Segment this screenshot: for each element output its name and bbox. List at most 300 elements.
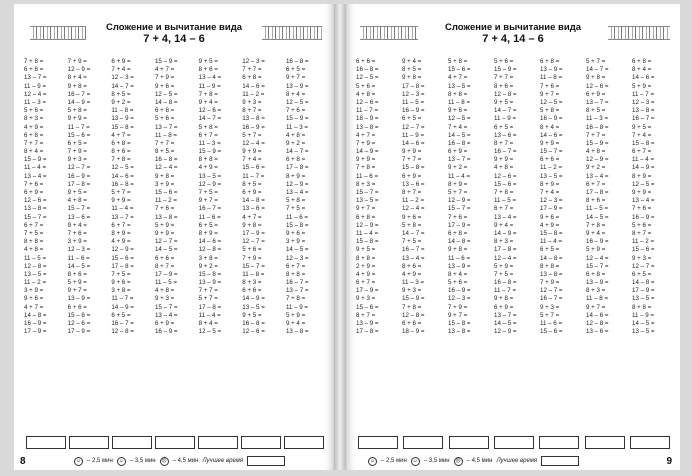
math-problem: 8 + 4 = [24, 148, 44, 156]
math-problem: 12 – 8 = [24, 262, 47, 270]
math-problem: 6 + 6 = [356, 58, 376, 65]
math-problem: 12 – 7 = [242, 238, 265, 246]
math-problem: 6 + 8 = [24, 131, 44, 139]
math-problem: 9 + 6 = [540, 213, 560, 221]
math-problem: 8 + 7 = [154, 262, 175, 270]
time-entry-box[interactable] [539, 436, 579, 449]
math-problem: 11 – 5 = [494, 197, 517, 205]
math-problem: 14 – 7 = [586, 66, 609, 74]
math-problem: 8 + 5 = [242, 180, 262, 188]
math-problem: 17 – 9 = [356, 287, 379, 295]
math-problem: 7 + 7 = [586, 131, 606, 139]
math-problem: 8 + 4 = [198, 320, 218, 327]
time-entry-box[interactable] [585, 436, 625, 449]
math-problem: 7 + 5 = [402, 238, 422, 246]
math-problem: 9 + 6 = [24, 295, 44, 303]
math-problem: 7 + 9 = [67, 148, 87, 156]
math-problem: 4 + 8 = [285, 131, 306, 139]
math-problem: 11 – 3 = [586, 115, 609, 123]
math-problem: 7 + 9 = [448, 303, 468, 311]
math-problem: 3 + 9 = [24, 287, 44, 295]
math-problem: 8 + 6 = [586, 197, 606, 205]
math-problem: 8 + 5 = [154, 148, 175, 156]
math-problem: 7 + 8 = [494, 189, 514, 196]
best-time-box[interactable] [541, 456, 579, 466]
problem-column [242, 58, 282, 428]
math-problem: 6 + 9 = [586, 90, 606, 98]
math-problem: 5 + 9 = [494, 262, 514, 270]
time-boxes-row [26, 436, 324, 458]
math-problem: 15 – 7 = [448, 205, 471, 213]
math-problem: 12 – 7 = [67, 164, 91, 172]
math-problem: 6 + 5 = [285, 66, 306, 74]
problem-column [540, 58, 580, 428]
math-problem: 15 – 8 = [111, 123, 134, 131]
math-problem: 13 – 4 = [402, 254, 425, 262]
math-problem: 8 + 8 = [356, 254, 376, 262]
math-problem: 12 – 6 = [494, 172, 517, 180]
time-entry-box[interactable] [198, 436, 238, 449]
page-subtitle: 7 + 4, 14 – 6 [482, 33, 544, 45]
math-problem: 14 – 5 = [632, 320, 655, 327]
math-problem: 11 – 9 = [285, 303, 309, 311]
math-problem: 7 + 4 = [111, 66, 131, 74]
math-problem: 9 + 6 = [448, 107, 468, 115]
left-header [14, 22, 334, 56]
time-legend [368, 456, 579, 466]
math-problem: 9 + 4 = [67, 221, 87, 229]
math-problem: 12 – 6 = [24, 197, 47, 205]
time-entry-box[interactable] [26, 436, 66, 449]
math-problem: 11 – 8 = [242, 270, 265, 278]
math-problem: 6 + 5 = [494, 123, 514, 131]
math-problem: 14 – 5 = [494, 320, 517, 327]
math-problem: 13 – 4 = [285, 189, 309, 196]
math-problem: 14 – 6 = [540, 131, 563, 139]
math-problem: 11 – 2 = [632, 238, 655, 246]
math-problem: 4 + 8 = [586, 148, 606, 156]
math-problem: 17 – 8 = [285, 164, 309, 172]
smile-icon: ☺ [369, 457, 376, 464]
math-problem: 9 + 3 = [356, 295, 376, 303]
math-problem: 17 – 9 = [24, 328, 47, 336]
math-problem: 9 + 4 = [586, 229, 606, 237]
page-number: 9 [666, 456, 672, 467]
math-problem: 17 – 9 = [448, 221, 471, 229]
math-problem: 7 + 9 = [540, 279, 560, 287]
math-problem: 8 + 7 = [632, 229, 652, 237]
math-problem: 17 – 9 = [632, 287, 655, 295]
math-problem: 7 + 6 = [67, 229, 87, 237]
time-entry-box[interactable] [241, 436, 281, 449]
math-problem: 12 – 8 = [198, 246, 222, 254]
math-problem: 11 – 2 = [242, 90, 265, 98]
math-problem: 9 + 5 = [356, 246, 376, 254]
math-problem: 13 – 9 = [67, 295, 91, 303]
math-problem: 12 – 9 = [198, 180, 222, 188]
math-problem: 4 + 7 = [356, 131, 376, 139]
math-problem: 9 + 3 = [242, 98, 262, 106]
math-problem: 16 – 8 = [111, 180, 134, 188]
math-problem: 16 – 8 = [154, 156, 178, 164]
math-problem: 13 – 4 = [586, 172, 609, 180]
problem-column [448, 58, 488, 428]
math-problem: 5 + 8 = [540, 107, 560, 115]
math-problem: 5 + 9 = [586, 246, 606, 254]
math-problem: 11 – 2 = [402, 197, 425, 205]
math-problem: 15 – 9 = [285, 115, 309, 123]
math-problem: 13 – 5 = [198, 172, 222, 180]
math-problem: 9 + 9 = [242, 148, 262, 156]
math-problem: 6 + 8 = [632, 58, 652, 65]
math-problem: 6 + 5 = [540, 246, 560, 254]
math-problem: 15 – 7 = [24, 213, 47, 221]
math-problem: 4 + 7 = [24, 303, 44, 311]
problem-column [632, 58, 672, 428]
math-problem: 6 + 5 = [67, 139, 87, 147]
math-problem: 15 – 9 = [402, 295, 425, 303]
legend-time-1: – 2,5 мин [87, 458, 113, 464]
math-problem: 15 – 8 = [285, 221, 309, 229]
math-problem: 8 + 7 = [242, 107, 262, 115]
legend-time-1: – 2,5 мин [381, 458, 407, 464]
math-problem: 4 + 9 = [24, 123, 44, 131]
math-problem: 13 – 5 = [356, 197, 379, 205]
math-problem: 6 + 9 = [402, 172, 422, 180]
legend-best-time: Лучшее время [202, 458, 244, 464]
math-problem: 7 + 5 = [285, 205, 306, 213]
math-problem: 7 + 6 = [632, 205, 652, 213]
math-problem: 12 – 9 = [448, 197, 471, 205]
math-problem: 12 – 3 = [448, 295, 471, 303]
math-problem: 7 + 8 = [356, 164, 376, 172]
math-problem: 15 – 6 = [448, 66, 471, 74]
smile-icon: ☺ [75, 457, 82, 464]
book-spine [334, 4, 346, 470]
math-problem: 12 – 3 = [632, 98, 655, 106]
math-problem: 9 + 3 = [402, 287, 422, 295]
math-problem: 11 – 8 = [540, 74, 563, 82]
math-problem: 17 – 8 = [402, 82, 425, 90]
problem-column [199, 58, 239, 428]
math-problem: 12 – 5 = [356, 74, 379, 82]
math-problem: 7 + 6 = [24, 180, 44, 188]
math-problem: 8 + 6 = [402, 262, 422, 270]
math-problem: 9 + 7 = [540, 90, 560, 98]
math-problem: 4 + 7 = [242, 213, 262, 221]
math-problem: 9 + 6 = [285, 229, 306, 237]
math-problem: 9 + 2 = [285, 139, 306, 147]
math-problem: 9 + 4 = [402, 58, 422, 65]
math-problem: 12 – 5 = [285, 98, 309, 106]
legend-time-3: – 4,5 мин [172, 458, 199, 464]
math-problem: 17 – 9 = [154, 270, 178, 278]
problem-column [68, 58, 108, 428]
math-problem: 7 + 9 = [67, 58, 87, 65]
math-problem: 11 – 4 = [198, 311, 221, 319]
math-problem: 15 – 6 = [494, 180, 517, 188]
best-time-box[interactable] [247, 456, 285, 466]
math-problem: 11 – 9 = [632, 311, 655, 319]
math-problem: 5 + 6 = [448, 279, 468, 287]
math-problem: 12 – 3 = [540, 197, 563, 205]
time-entry-box[interactable] [155, 436, 195, 449]
math-problem: 12 – 8 = [402, 311, 425, 319]
math-problem: 15 – 6 = [154, 189, 178, 196]
math-problem: 11 – 8 = [448, 98, 471, 106]
math-problem: 6 + 6 = [24, 66, 44, 74]
time-entry-box[interactable] [69, 436, 109, 449]
math-problem: 8 + 3 = [494, 238, 514, 246]
time-entry-box[interactable] [630, 436, 670, 449]
math-problem: 8 + 8 = [24, 238, 44, 246]
math-problem: 16 – 7 = [198, 205, 222, 213]
math-problem: 11 – 5 = [154, 279, 178, 287]
time-entry-box[interactable] [403, 436, 443, 449]
math-problem: 9 + 8 = [494, 295, 514, 303]
math-problem: 6 + 7 = [356, 279, 376, 287]
math-problem: 11 – 9 = [198, 82, 221, 90]
math-problem: 6 + 9 = [24, 189, 44, 196]
math-problem: 8 + 6 = [198, 66, 218, 74]
math-problem: 12 – 3 = [285, 254, 309, 262]
math-problem: 4 + 9 = [402, 270, 422, 278]
math-problem: 16 – 7 = [402, 246, 425, 254]
math-problem: 6 + 5 = [111, 311, 131, 319]
math-problem: 16 – 9 = [24, 320, 47, 327]
math-problem: 13 – 7 = [111, 213, 134, 221]
math-problem: 6 + 8 = [285, 156, 306, 164]
math-problem: 4 + 8 = [154, 287, 175, 295]
math-problem: 16 – 9 = [540, 115, 563, 123]
math-problem: 13 – 8 = [154, 213, 178, 221]
legend-best-time: Лучшее время [496, 458, 538, 464]
math-problem: 7 + 7 = [198, 287, 218, 295]
math-problem: 12 – 8 = [586, 320, 609, 327]
math-problem: 11 – 6 = [67, 254, 90, 262]
math-problem: 14 – 7 = [198, 115, 222, 123]
page-title: Сложение и вычитание вида [444, 22, 582, 33]
math-problem: 9 + 7 = [67, 287, 87, 295]
math-problem: 13 – 5 = [632, 295, 655, 303]
math-problem: 11 – 3 = [285, 123, 309, 131]
math-problem: 14 – 8 = [632, 279, 655, 287]
problem-column [155, 58, 195, 428]
math-problem: 14 – 5 = [448, 131, 471, 139]
math-problem: 12 – 4 = [154, 164, 178, 172]
math-problem: 9 + 5 = [67, 189, 87, 196]
math-problem: 9 + 9 = [494, 156, 514, 164]
sad-face-icon: ☹ [161, 457, 167, 464]
math-problem: 9 + 4 = [285, 320, 306, 327]
math-problem: 5 + 7 = [540, 311, 560, 319]
math-problem: 11 – 7 = [242, 172, 265, 180]
math-problem: 6 + 7 = [285, 262, 306, 270]
math-problem: 16 – 8 = [586, 123, 609, 131]
math-problem: 5 + 6 = [494, 58, 514, 65]
math-problem: 9 + 2 = [448, 164, 468, 172]
math-problem: 13 – 6 = [586, 328, 609, 336]
math-problem: 14 – 6 = [242, 82, 265, 90]
math-problem: 12 – 6 = [242, 328, 265, 336]
math-problem: 16 – 7 = [494, 148, 517, 156]
math-problem: 13 – 6 = [67, 213, 91, 221]
math-problem: 11 – 8 = [111, 107, 134, 115]
math-problem: 7 + 5 = [24, 229, 44, 237]
math-problem: 16 – 7 = [111, 320, 134, 327]
time-entry-box[interactable] [112, 436, 152, 449]
math-problem: 15 – 8 = [356, 238, 379, 246]
problem-column [24, 58, 64, 428]
math-problem: 9 + 3 = [67, 156, 87, 164]
math-problem: 11 – 7 = [111, 295, 134, 303]
time-boxes-row [358, 436, 670, 458]
math-problem: 17 – 8 = [111, 262, 134, 270]
math-problem: 15 – 6 = [632, 246, 655, 254]
math-problem: 12 – 8 = [111, 328, 134, 336]
math-problem: 7 + 9 = [356, 139, 376, 147]
math-problem: 8 + 4 = [448, 270, 468, 278]
math-problem: 13 – 8 = [540, 270, 563, 278]
problem-grid [24, 58, 326, 428]
time-entry-box[interactable] [284, 436, 324, 449]
math-problem: 13 – 4 = [24, 172, 47, 180]
math-problem: 7 + 7 = [154, 139, 175, 147]
math-problem: 15 – 8 = [67, 311, 91, 319]
math-problem: 13 – 5 = [632, 328, 655, 336]
math-problem: 16 – 9 = [67, 172, 91, 180]
math-problem: 13 – 7 = [494, 311, 517, 319]
math-problem: 7 + 8 = [285, 295, 306, 303]
math-problem: 7 + 6 = [154, 205, 175, 213]
math-problem: 4 + 9 = [540, 221, 560, 229]
math-problem: 12 – 9 = [586, 156, 609, 164]
math-problem: 9 + 6 = [402, 213, 422, 221]
math-problem: 17 – 9 = [242, 229, 265, 237]
math-problem: 11 – 3 = [198, 139, 221, 147]
math-problem: 16 – 9 = [448, 287, 471, 295]
legend-time-2: – 3,5 мин [129, 458, 156, 464]
math-problem: 11 – 4 = [111, 205, 134, 213]
math-problem: 13 – 4 = [494, 213, 517, 221]
math-problem: 9 + 7 = [285, 74, 306, 82]
problem-column [356, 58, 396, 428]
math-problem: 12 – 6 = [198, 107, 222, 115]
math-problem: 7 + 6 = [540, 82, 560, 90]
math-problem: 5 + 8 = [198, 123, 218, 131]
problem-grid [356, 58, 672, 428]
math-problem: 11 – 2 = [24, 279, 47, 287]
math-problem: 6 + 6 = [242, 287, 262, 295]
math-problem: 14 – 5 = [285, 246, 309, 254]
math-problem: 14 – 9 = [494, 229, 517, 237]
math-problem: 11 – 4 = [540, 238, 563, 246]
math-problem: 9 + 8 = [242, 221, 262, 229]
neutral-face-icon: ☺ [118, 457, 124, 464]
math-problem: 12 – 4 = [242, 139, 265, 147]
math-problem: 14 – 9 = [632, 164, 655, 172]
math-problem: 7 + 8 = [198, 90, 218, 98]
math-problem: 13 – 8 = [242, 115, 265, 123]
time-entry-box[interactable] [494, 436, 534, 449]
problem-column [402, 58, 442, 428]
math-problem: 15 – 7 = [154, 303, 178, 311]
math-problem: 12 – 5 = [540, 98, 563, 106]
math-problem: 14 – 5 = [154, 246, 178, 254]
page-number: 8 [20, 456, 26, 467]
math-problem: 8 + 3 = [586, 287, 606, 295]
math-problem: 8 + 4 = [285, 90, 306, 98]
math-problem: 16 – 9 = [586, 238, 609, 246]
math-problem: 8 + 5 = [402, 66, 422, 74]
math-problem: 14 – 9 = [242, 295, 265, 303]
math-problem: 11 – 6 = [198, 213, 221, 221]
math-problem: 9 + 8 = [586, 74, 606, 82]
math-problem: 5 + 9 = [67, 279, 87, 287]
math-problem: 3 + 8 = [198, 254, 218, 262]
math-problem: 5 + 8 = [448, 58, 468, 65]
math-problem: 9 + 5 = [242, 311, 262, 319]
math-problem: 14 – 9 = [67, 98, 91, 106]
time-entry-box[interactable] [358, 436, 398, 449]
math-problem: 14 – 9 = [111, 303, 134, 311]
math-problem: 12 – 5 = [448, 115, 471, 123]
math-problem: 9 + 4 = [198, 98, 218, 106]
math-problem: 14 – 6 = [198, 238, 222, 246]
math-problem: 9 + 9 = [356, 156, 376, 164]
math-problem: 4 + 8 = [494, 164, 514, 172]
math-problem: 3 + 9 = [67, 238, 87, 246]
math-problem: 14 – 7 = [402, 229, 425, 237]
math-problem: 9 + 7 = [448, 311, 468, 319]
left-page [14, 4, 334, 470]
math-problem: 12 – 5 = [198, 328, 222, 336]
math-problem: 9 + 7 = [198, 197, 218, 205]
math-problem: 6 + 9 = [494, 303, 514, 311]
math-problem: 4 + 8 = [24, 246, 44, 254]
page-subtitle: 7 + 4, 14 – 6 [143, 33, 205, 45]
math-problem: 11 – 9 = [24, 82, 47, 90]
time-entry-box[interactable] [449, 436, 489, 449]
math-problem: 17 – 9 = [540, 205, 563, 213]
math-problem: 7 + 7 = [242, 66, 262, 74]
math-problem: 14 – 7 = [111, 82, 134, 90]
math-problem: 16 – 8 = [448, 139, 471, 147]
math-problem: 6 + 9 = [154, 320, 175, 327]
math-problem: 12 – 7 = [632, 262, 655, 270]
math-problem: 16 – 8 = [494, 279, 517, 287]
math-problem: 6 + 9 = [448, 148, 468, 156]
math-problem: 15 – 7 = [540, 148, 563, 156]
math-problem: 16 – 9 = [242, 123, 265, 131]
math-problem: 11 – 4 = [632, 156, 655, 164]
math-problem: 7 + 5 = [494, 270, 514, 278]
math-problem: 12 – 4 = [24, 90, 47, 98]
math-problem: 12 – 3 = [242, 58, 265, 65]
math-problem: 7 + 8 = [586, 221, 606, 229]
math-problem: 7 + 9 = [154, 74, 175, 82]
math-problem: 11 – 6 = [540, 320, 563, 327]
math-problem: 7 + 4 = [632, 131, 652, 139]
math-problem: 4 + 7 = [111, 131, 131, 139]
math-problem: 12 – 9 = [356, 221, 379, 229]
math-problem: 11 – 5 = [24, 254, 47, 262]
math-problem: 16 – 9 = [632, 213, 655, 221]
math-problem: 8 + 3 = [242, 279, 262, 287]
math-problem: 6 + 5 = [198, 221, 218, 229]
math-problem: 7 + 8 = [24, 58, 44, 65]
math-problem: 11 – 8 = [586, 295, 609, 303]
